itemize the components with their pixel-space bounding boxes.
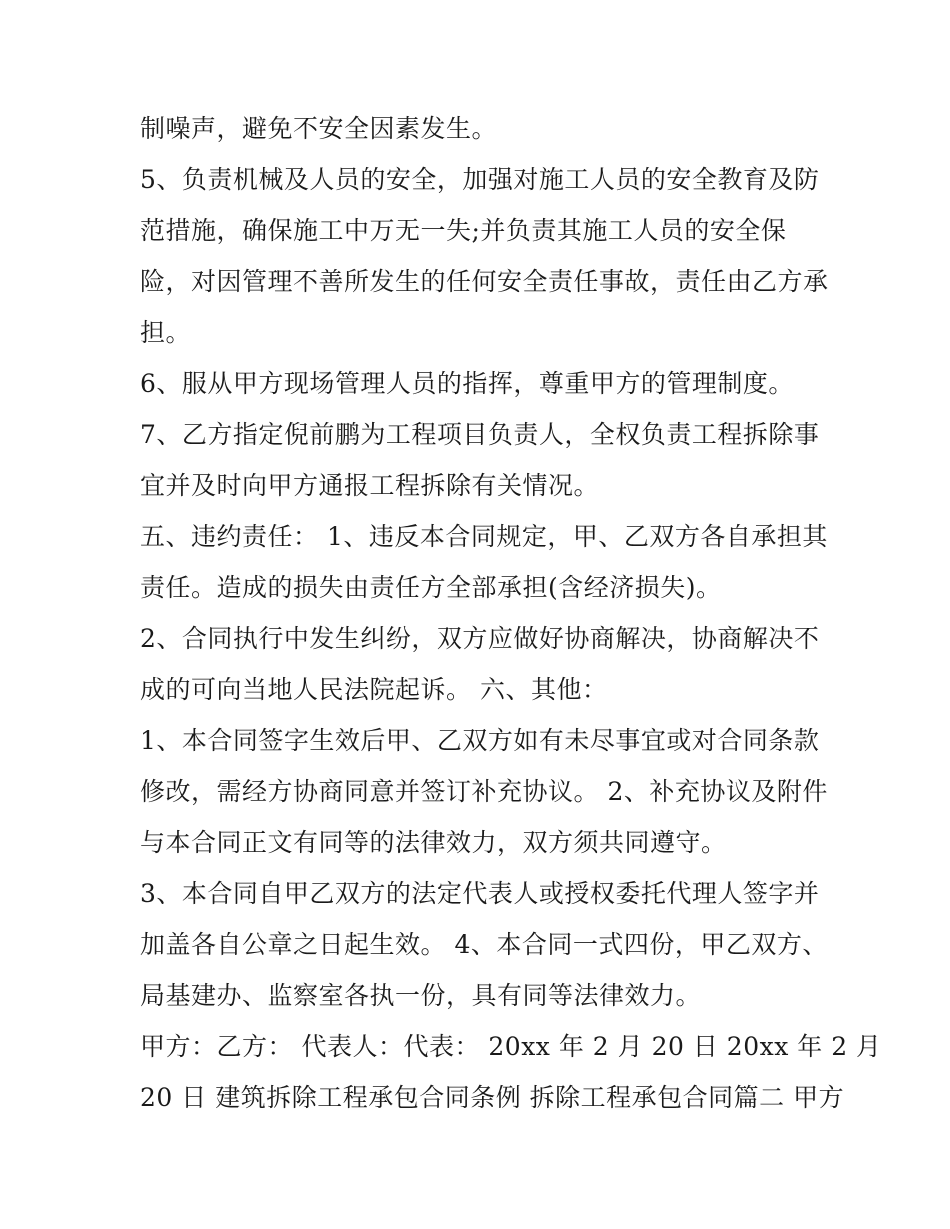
- text-line: 7、乙方指定倪前鹏为工程项目负责人，全权负责工程拆除事: [140, 420, 820, 449]
- text-line: 担。: [140, 318, 192, 347]
- text-line: 5、负责机械及人员的安全，加强对施工人员的安全教育及防: [140, 165, 820, 194]
- text-line: 险，对因管理不善所发生的任何安全责任事故，责任由乙方承: [140, 267, 829, 296]
- text-line: 修改，需经方协商同意并签订补充协议。 2、补充协议及附件: [140, 777, 828, 806]
- text-line: 宜并及时向甲方通报工程拆除有关情况。: [140, 471, 600, 500]
- text-line: 五、违约责任： 1、违反本合同规定，甲、乙双方各自承担其: [140, 522, 828, 551]
- text-line: 甲方：乙方： 代表人：代表： 20xx 年 2 月 20 日 20xx 年 2 月: [140, 1032, 882, 1061]
- text-line: 1、本合同签字生效后甲、乙双方如有未尽事宜或对合同条款: [140, 726, 820, 755]
- text-line: 6、服从甲方现场管理人员的指挥，尊重甲方的管理制度。: [140, 369, 794, 398]
- text-line: 加盖各自公章之日起生效。 4、本合同一式四份，甲乙双方、: [140, 930, 828, 959]
- text-line: 局基建办、监察室各执一份，具有同等法律效力。: [140, 981, 702, 1010]
- text-line: 范措施，确保施工中万无一失;并负责其施工人员的安全保: [140, 216, 787, 245]
- text-line: 成的可向当地人民法院起诉。 六、其他：: [140, 675, 608, 704]
- text-line: 20 日 建筑拆除工程承包合同条例 拆除工程承包合同篇二 甲方: [140, 1083, 845, 1112]
- text-line: 3、本合同自甲乙双方的法定代表人或授权委托代理人签字并: [140, 879, 820, 908]
- text-line: 制噪声，避免不安全因素发生。: [140, 114, 498, 143]
- text-line: 与本合同正文有同等的法律效力，双方须共同遵守。: [140, 828, 727, 857]
- text-line: 责任。造成的损失由责任方全部承担(含经济损失)。: [140, 573, 722, 602]
- text-line: 2、合同执行中发生纠纷，双方应做好协商解决，协商解决不: [140, 624, 820, 653]
